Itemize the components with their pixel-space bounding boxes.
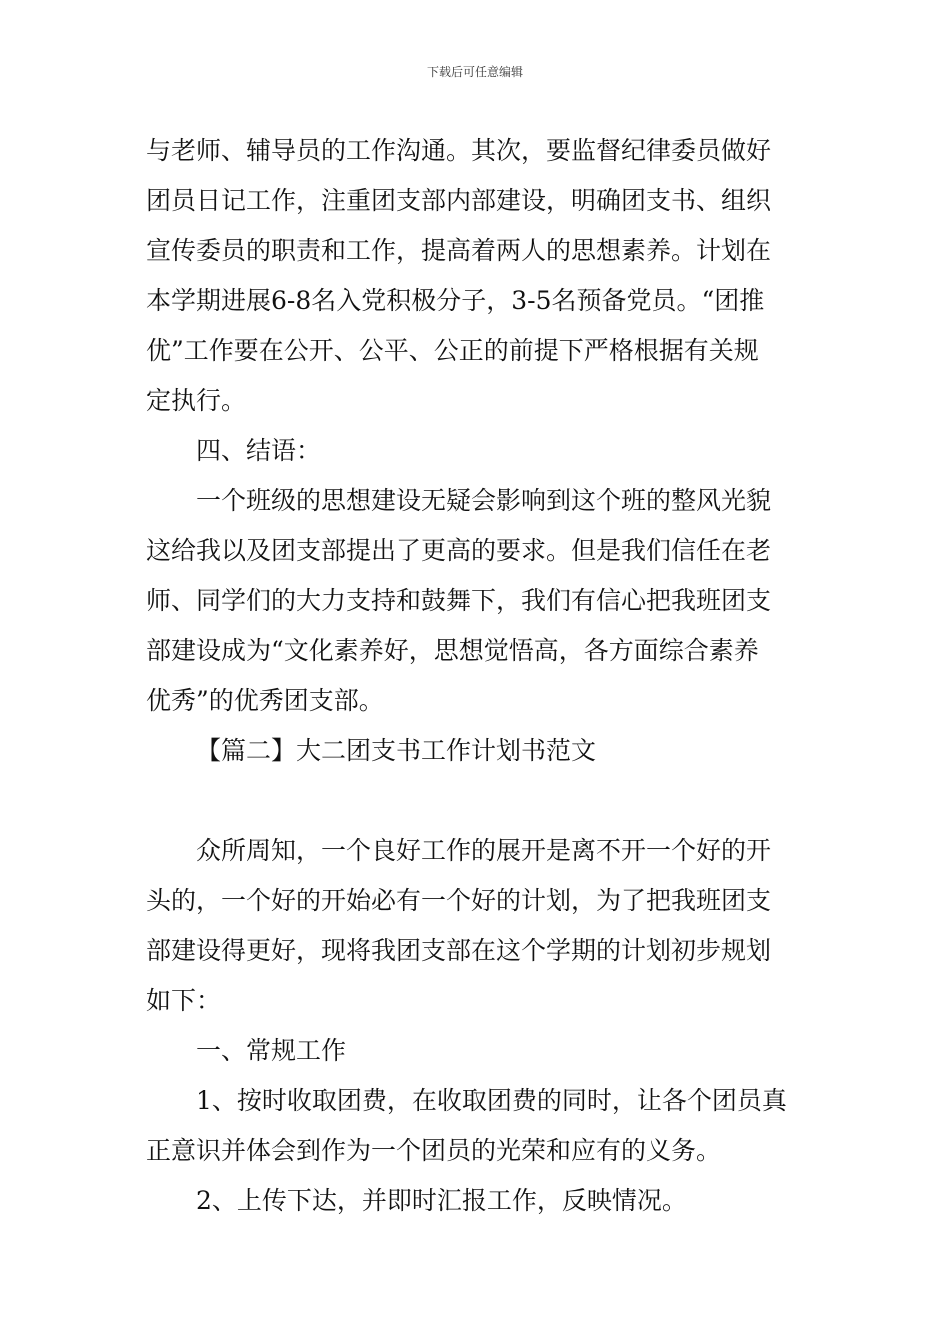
text-line: 本学期进展6-8名入党积极分子，3-5名预备党员。“团推 bbox=[146, 286, 765, 315]
text-line: 众所周知，一个良好工作的展开是离不开一个好的开 bbox=[196, 836, 772, 865]
text-line: 宣传委员的职责和工作，提高着两人的思想素养。计划在 bbox=[146, 236, 772, 265]
text-line: 部建设成为“文化素养好，思想觉悟高，各方面综合素养 bbox=[146, 636, 759, 665]
text-line: 与老师、辅导员的工作沟通。其次，要监督纪律委员做好 bbox=[146, 136, 772, 165]
text-line: 优”工作要在公开、公平、公正的前提下严格根据有关规 bbox=[146, 336, 759, 365]
text-line: 定执行。 bbox=[146, 386, 247, 415]
section-heading-conclusion: 四、结语： bbox=[196, 436, 322, 465]
text-line: 一个班级的思想建设无疑会影响到这个班的整风光貌 bbox=[196, 486, 772, 515]
text-line: 2、上传下达，并即时汇报工作，反映情况。 bbox=[196, 1186, 687, 1215]
text-line: 优秀”的优秀团支部。 bbox=[146, 686, 384, 715]
text-line: 如下： bbox=[146, 986, 222, 1015]
blank-line bbox=[146, 776, 806, 826]
text-line: 这给我以及团支部提出了更高的要求。但是我们信任在老 bbox=[146, 536, 772, 565]
text-line: 头的，一个好的开始必有一个好的计划，为了把我班团支 bbox=[146, 886, 772, 915]
section-heading-routine: 一、常规工作 bbox=[196, 1036, 347, 1065]
text-line: 团员日记工作，注重团支部内部建设，明确团支书、组织 bbox=[146, 186, 772, 215]
text-line: 部建设得更好，现将我团支部在这个学期的计划初步规划 bbox=[146, 936, 772, 965]
text-line: 1、按时收取团费，在收取团费的同时，让各个团员真 bbox=[196, 1086, 787, 1115]
article-title: 【篇二】大二团支书工作计划书范文 bbox=[196, 736, 597, 765]
page-header: 下载后可任意编辑 bbox=[426, 65, 523, 79]
document-body bbox=[146, 126, 806, 1226]
text-line: 师、同学们的大力支持和鼓舞下，我们有信心把我班团支 bbox=[146, 586, 772, 615]
text-line: 正意识并体会到作为一个团员的光荣和应有的义务。 bbox=[146, 1136, 722, 1165]
